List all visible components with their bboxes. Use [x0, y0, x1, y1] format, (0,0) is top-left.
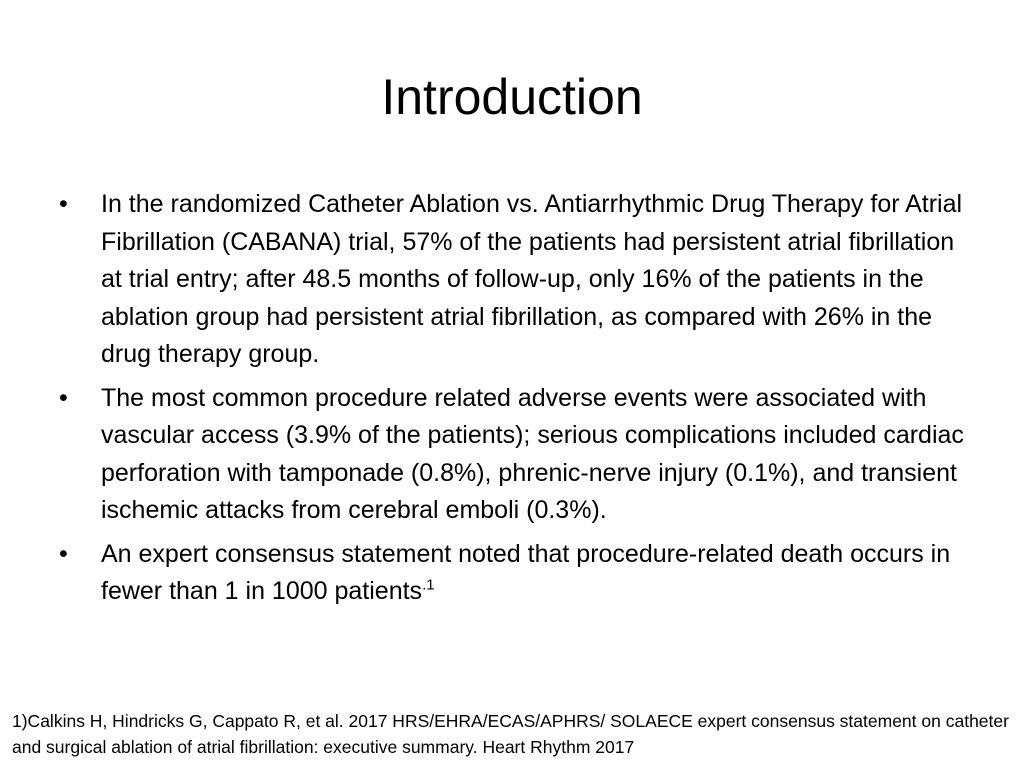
bullet-item-cabana [55, 186, 975, 374]
citation-superscript: .1 [422, 576, 435, 594]
bullet-text: The most common procedure related adverse events were associated with vascular access (3.9% of the patients); serious complications included cardiac perforation with tamponade (0.8%), phrenic-nerve injury (0.1%), and transient ischemic attacks from cerebral emboli (0.3%). [101, 383, 964, 524]
footnote-reference: 1)Calkins H, Hindricks G, Cappato R, et al. 2017 HRS/EHRA/ECAS/APHRS/ SOLAECE expert consensus statement on catheter and surgical ablation of atrial fibrillation: executive summary. Heart Rhythm 2017 [12, 711, 1009, 757]
bullet-item-adverse-events [55, 380, 975, 530]
bullet-marker: • [59, 383, 68, 412]
bullet-marker: • [59, 539, 68, 568]
bullet-text: An expert consensus statement noted that procedure-related death occurs in fewer than 1 in 1000 patients [101, 539, 951, 605]
bullet-text: In the randomized Catheter Ablation vs. Antiarrhythmic Drug Therapy for Atrial Fibrillation (CABANA) trial, 57% of the patients had persistent atrial fibrillation at trial entry; after 48.5 months of follow-up, only 16% of the patients in the ablation group had persistent atrial fibrillation, as compared with 26% in the drug therapy group. [101, 190, 963, 368]
bullet-list [55, 186, 975, 617]
slide-title: Introduction [381, 69, 643, 125]
bullet-item-consensus [55, 536, 975, 611]
bullet-marker: • [59, 190, 68, 218]
